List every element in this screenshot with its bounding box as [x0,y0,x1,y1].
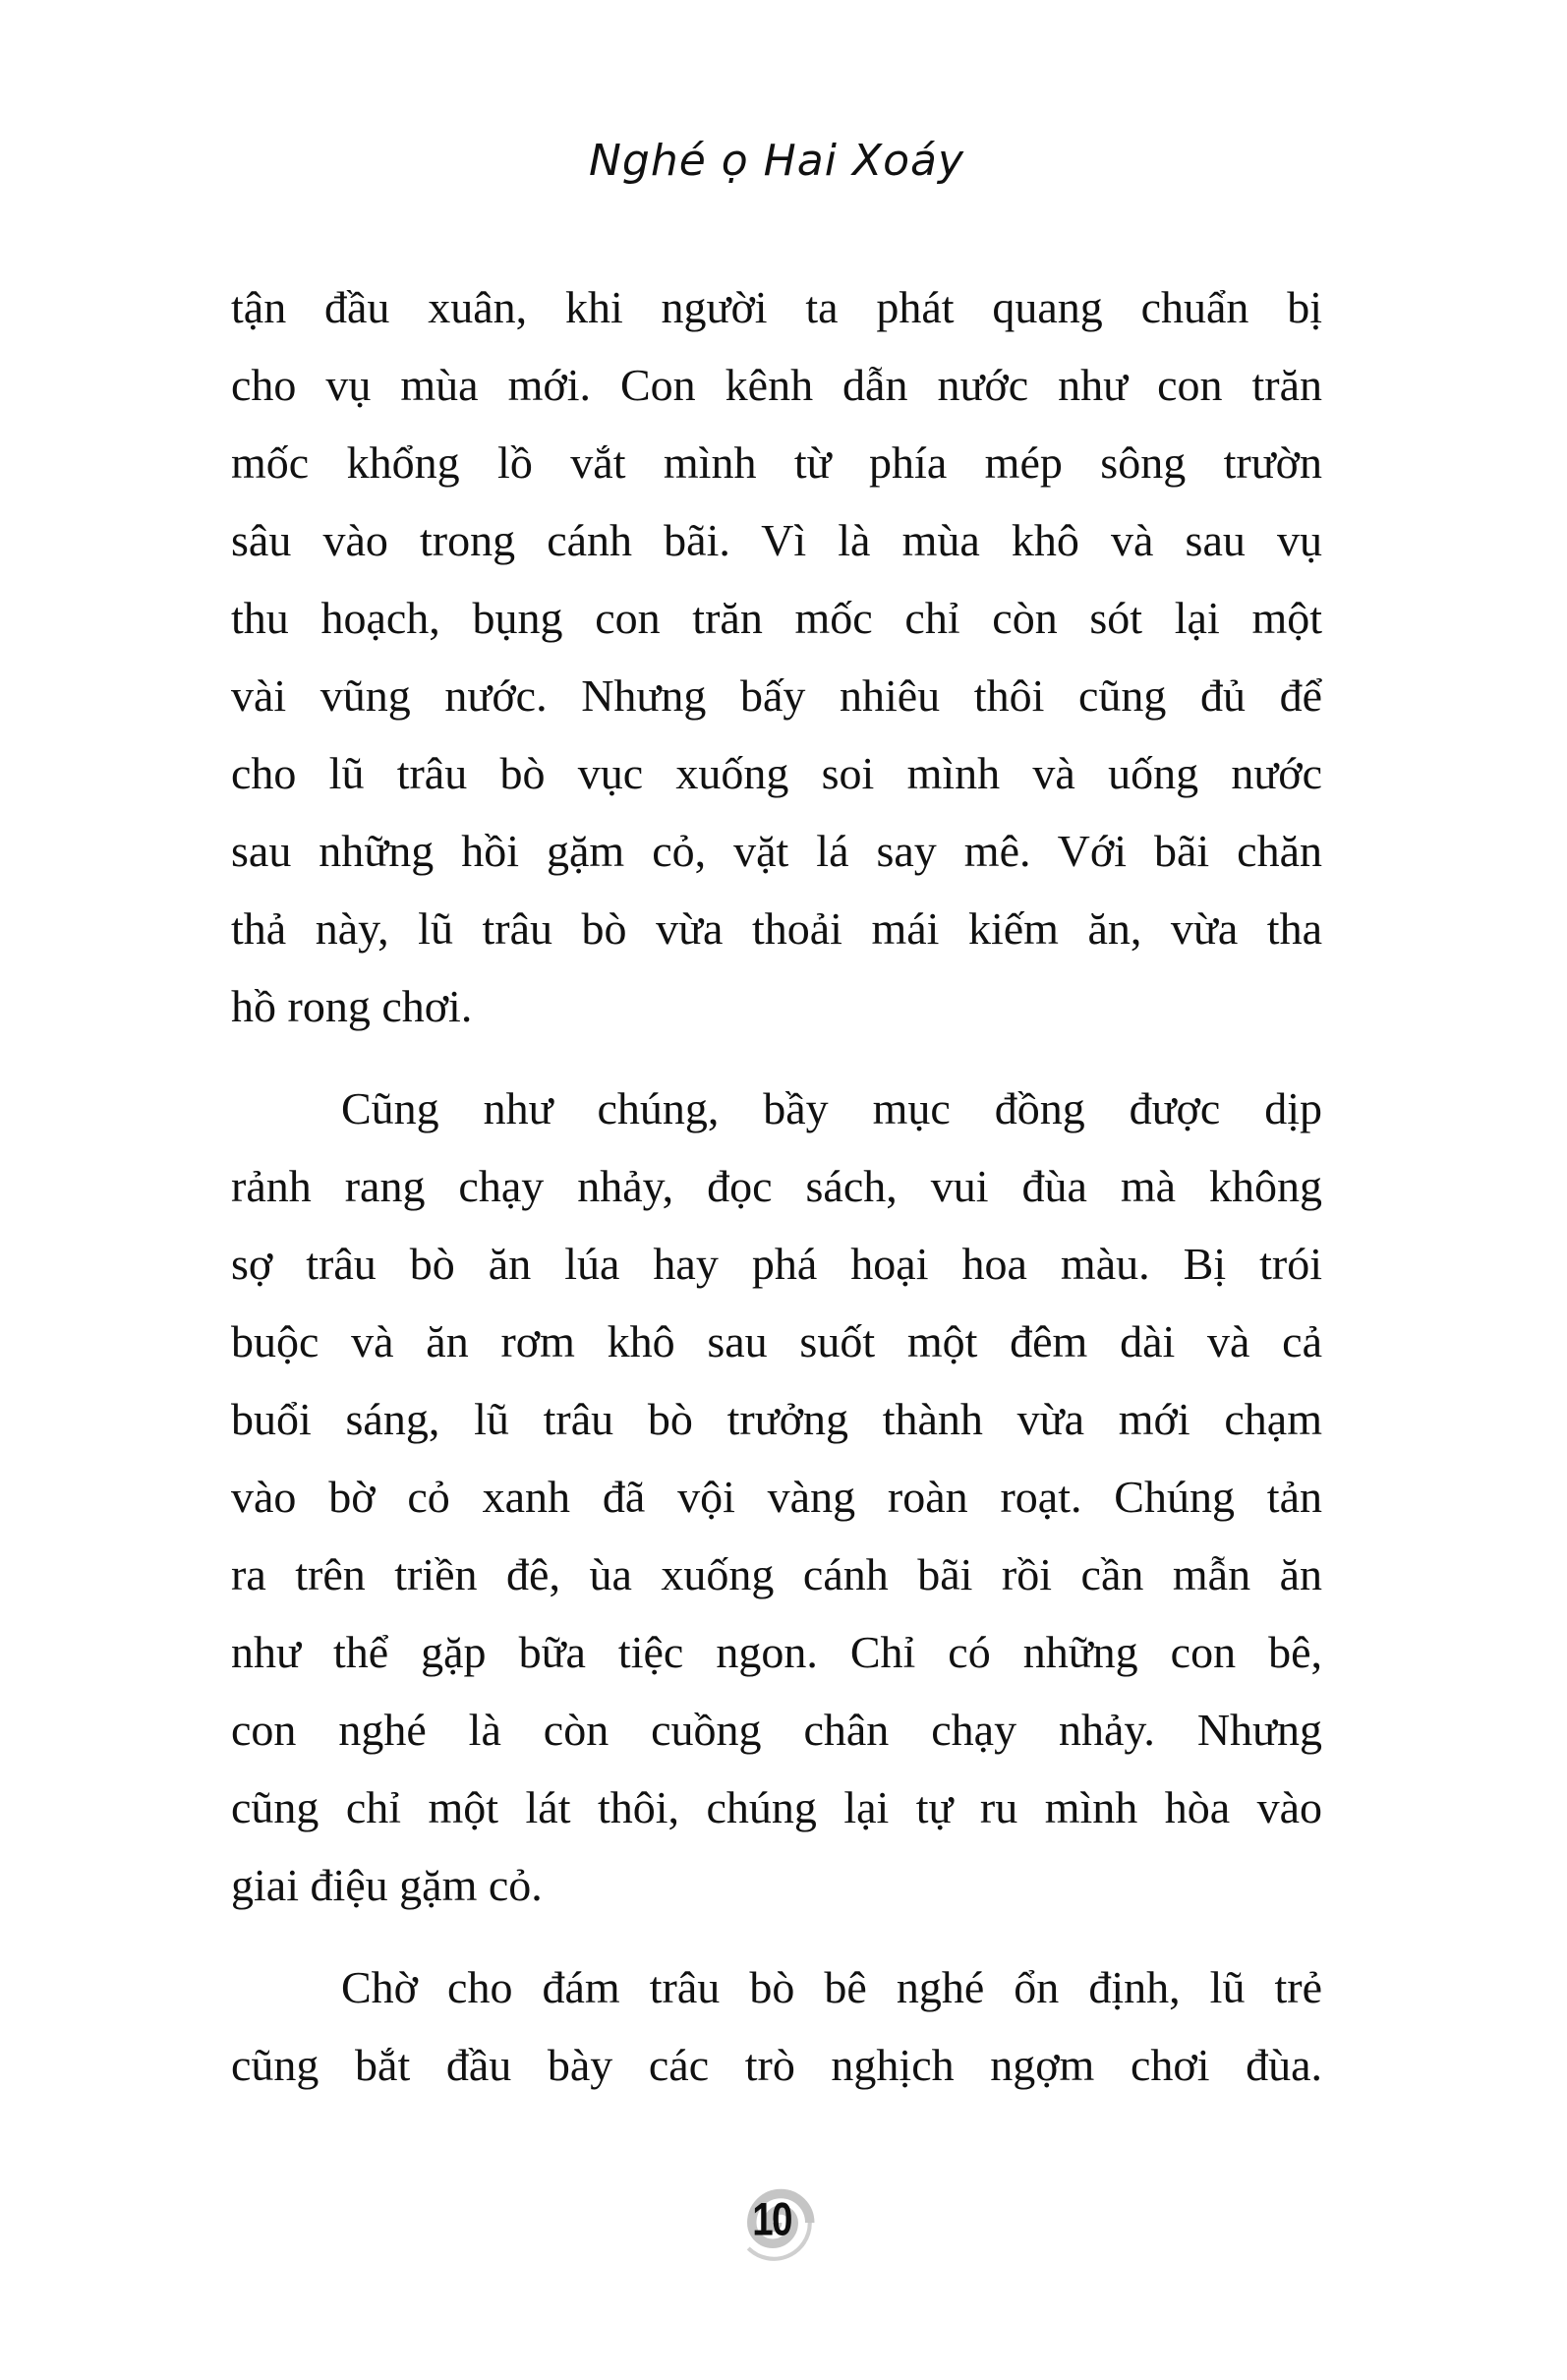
text-line: thu hoạch, bụng con trăn mốc chỉ còn sót lại một [231,593,1322,643]
text-line: cũng chỉ một lát thôi, chúng lại tự ru mình hòa vào [231,1782,1322,1832]
text-line: cho lũ trâu bò vục xuống soi mình và uống nước [231,748,1322,798]
paragraph [231,1948,1322,2104]
page-number-ornament [715,2165,831,2281]
text-line: thả này, lũ trâu bò vừa thoải mái kiếm ăn, vừa tha [231,903,1322,954]
running-header: Nghé ọ Hai Xoáy [588,136,965,186]
text-line: buổi sáng, lũ trâu bò trưởng thành vừa mới chạm [231,1394,1322,1444]
text-line: giai điệu gặm cỏ. [231,1860,543,1910]
text-line: sợ trâu bò ăn lúa hay phá hoại hoa màu. Bị trói [231,1239,1322,1289]
text-line: vào bờ cỏ xanh đã vội vàng roàn roạt. Chúng tản [231,1472,1322,1522]
text-line: sau những hồi gặm cỏ, vặt lá say mê. Với bãi chăn [231,826,1322,876]
text-line: như thể gặp bữa tiệc ngon. Chỉ có những con bê, [231,1627,1322,1677]
text-line: ra trên triền đê, ùa xuống cánh bãi rồi cần mẫn ăn [231,1549,1322,1599]
text-line: buộc và ăn rơm khô sau suốt một đêm dài và cả [231,1316,1322,1366]
text-line: Cũng như chúng, bầy mục đồng được dịp [341,1083,1322,1133]
page-body [231,268,1322,2104]
text-line: vài vũng nước. Nhưng bấy nhiêu thôi cũng đủ để [231,670,1322,721]
text-line: rảnh rang chạy nhảy, đọc sách, vui đùa mà không [231,1161,1322,1211]
text-line: cho vụ mùa mới. Con kênh dẫn nước như con trăn [231,360,1322,410]
text-line: hồ rong chơi. [231,981,473,1031]
text-line: con nghé là còn cuồng chân chạy nhảy. Nhưng [231,1705,1322,1755]
paragraph [231,268,1322,1045]
paragraph [231,1070,1322,1924]
text-line: sâu vào trong cánh bãi. Vì là mùa khô và sau vụ [231,515,1322,565]
text-line: Chờ cho đám trâu bò bê nghé ổn định, lũ trẻ [341,1962,1322,2012]
text-line: mốc khổng lồ vắt mình từ phía mép sông trườn [231,437,1322,488]
page-number: 10 [752,2192,791,2245]
text-line: cũng bắt đầu bày các trò nghịch ngợm chơi đùa. [231,2040,1322,2090]
text-line: tận đầu xuân, khi người ta phát quang chuẩn bị [231,282,1322,332]
